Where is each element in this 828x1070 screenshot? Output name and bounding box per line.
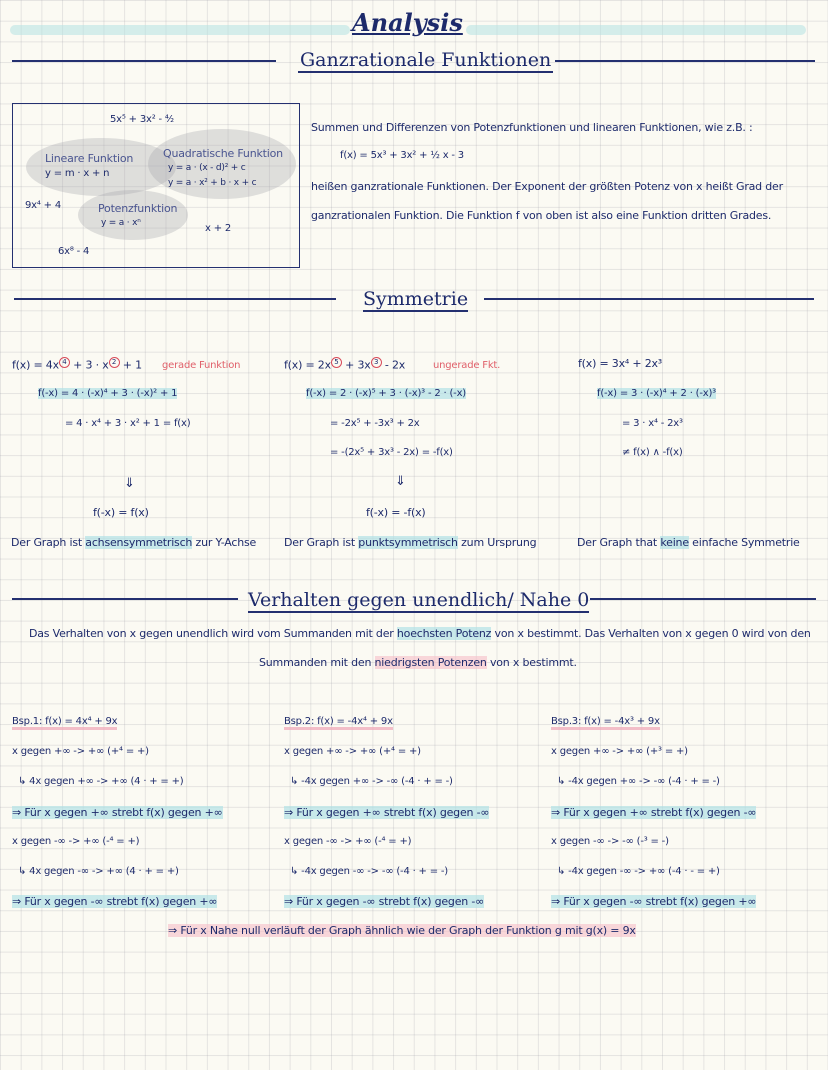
ex3-row2: ↳ -4x gegen +∞ -> -∞ (-4 · + = -)	[557, 776, 720, 787]
sym2-line2: f(-x) = 2 · (-x)⁵ + 3 · (-x)³ - 2 · (-x)	[306, 388, 466, 399]
ex1-row4: x gegen -∞ -> +∞ (-⁴ = +)	[12, 836, 140, 847]
sym3-line2: f(-x) = 3 · (-x)⁴ + 2 · (-x)³	[597, 388, 716, 399]
ex1-title: Bsp.1: f(x) = 4x⁴ + 9x	[12, 716, 117, 727]
quadratic-label: Quadratische Funktion	[163, 147, 283, 160]
divider-verhalten-left	[12, 598, 238, 600]
sym3-conclusion: Der Graph that keine einfache Symmetrie	[577, 536, 800, 549]
divider-left	[12, 60, 276, 62]
linear-formula: y = m · x + n	[45, 168, 110, 179]
sym1-arrow: ⇓	[124, 476, 135, 491]
divider-symmetrie-right	[484, 298, 814, 300]
ex2-row6: ⇒ Für x gegen -∞ strebt f(x) gegen -∞	[284, 895, 485, 908]
sym1-line1: f(x) = 4x 4 + 3 · x 2 + 1	[12, 358, 142, 372]
ex3-row4: x gegen -∞ -> -∞ (-³ = -)	[551, 836, 669, 847]
ex2-row2: ↳ -4x gegen +∞ -> -∞ (-4 · + = -)	[290, 776, 453, 787]
ex1-row1: x gegen +∞ -> +∞ (+⁴ = +)	[12, 746, 149, 757]
ex1-row3: ⇒ Für x gegen +∞ strebt f(x) gegen +∞	[12, 806, 223, 819]
sym2-line4: = -(2x⁵ + 3x³ - 2x) = -f(x)	[330, 447, 453, 458]
intro-text-3: ganzrationalen Funktion. Die Funktion f von oben ist also eine Funktion dritten Grades.	[311, 209, 772, 222]
final-conclusion: ⇒ Für x Nahe null verläuft der Graph ähnlich wie der Graph der Funktion g mit g(x) = 9x	[168, 924, 636, 937]
section-title-ganzrational: Ganzrationale Funktionen	[300, 49, 552, 71]
intro-formula: f(x) = 5x³ + 3x² + ½ x - 3	[340, 150, 464, 161]
linear-label: Lineare Funktion	[45, 152, 134, 165]
divider-verhalten-right	[590, 598, 816, 600]
ellipse-power	[78, 190, 188, 240]
sym2-conclusion: Der Graph ist punktsymmetrisch zum Ursprung	[284, 536, 537, 549]
sym1-tag: gerade Funktion	[162, 360, 241, 371]
sym3-line1: f(x) = 3x⁴ + 2x³	[578, 357, 663, 370]
section-title-verhalten: Verhalten gegen unendlich/ Nahe 0	[248, 589, 590, 611]
section-title-symmetrie: Symmetrie	[363, 288, 469, 310]
ex3-row5: ↳ -4x gegen -∞ -> +∞ (-4 · - = +)	[557, 866, 720, 877]
power-formula: y = a · xⁿ	[101, 218, 141, 228]
title-highlight	[10, 25, 350, 35]
ex1-row2: ↳ 4x gegen +∞ -> +∞ (4 · + = +)	[18, 776, 184, 787]
sym2-result: f(-x) = -f(x)	[366, 506, 426, 519]
page-title: Analysis	[352, 8, 463, 37]
ex3-row6: ⇒ Für x gegen -∞ strebt f(x) gegen +∞	[551, 895, 757, 908]
expr-bottom: 6x⁸ - 4	[58, 246, 90, 257]
intro-text-2: heißen ganzrationale Funktionen. Der Exponent der größten Potenz von x heißt Grad der	[311, 180, 783, 193]
divider-right	[555, 60, 815, 62]
intro-text-1: Summen und Differenzen von Potenzfunktionen und linearen Funktionen, wie z.B. :	[311, 121, 753, 134]
expr-top: 5x⁵ + 3x² - ⁴⁄₂	[110, 114, 174, 125]
ex3-title: Bsp.3: f(x) = -4x³ + 9x	[551, 716, 660, 727]
sym3-line4: ≠ f(x) ∧ -f(x)	[622, 447, 683, 458]
verhalten-para-1: Das Verhalten von x gegen unendlich wird vom Summanden mit der hoechsten Potenz von x bestimmt. Das Verhalten von x gegen 0 wird von den	[29, 627, 811, 640]
power-label: Potenzfunktion	[98, 202, 178, 215]
quadratic-formula-1: y = a · (x - d)² + c	[168, 163, 246, 173]
sym2-line1: f(x) = 2x 5 + 3x 3 - 2x	[284, 358, 406, 372]
sym2-line3: = -2x⁵ + -3x³ + 2x	[330, 418, 420, 429]
ex2-row5: ↳ -4x gegen -∞ -> -∞ (-4 · + = -)	[290, 866, 448, 877]
ex2-row1: x gegen +∞ -> +∞ (+⁴ = +)	[284, 746, 421, 757]
verhalten-para-2: Summanden mit den niedrigsten Potenzen von x bestimmt.	[259, 656, 577, 669]
ex1-row6: ⇒ Für x gegen -∞ strebt f(x) gegen +∞	[12, 895, 218, 908]
ex1-row5: ↳ 4x gegen -∞ -> +∞ (4 · + = +)	[18, 866, 179, 877]
ex3-row1: x gegen +∞ -> +∞ (+³ = +)	[551, 746, 688, 757]
sym2-tag: ungerade Fkt.	[433, 360, 501, 371]
sym2-arrow: ⇓	[395, 474, 406, 489]
sym1-line3: = 4 · x⁴ + 3 · x² + 1 = f(x)	[65, 418, 191, 429]
ex3-row3: ⇒ Für x gegen +∞ strebt f(x) gegen -∞	[551, 806, 757, 819]
expr-right: x + 2	[205, 223, 232, 234]
ex2-row3: ⇒ Für x gegen +∞ strebt f(x) gegen -∞	[284, 806, 490, 819]
expr-left: 9x⁴ + 4	[25, 200, 61, 211]
quadratic-formula-2: y = a · x² + b · x + c	[168, 178, 257, 188]
sym1-result: f(-x) = f(x)	[93, 506, 149, 519]
ex2-row4: x gegen -∞ -> +∞ (-⁴ = +)	[284, 836, 412, 847]
sym1-conclusion: Der Graph ist achsensymmetrisch zur Y-Achse	[11, 536, 257, 549]
sym1-line2: f(-x) = 4 · (-x)⁴ + 3 · (-x)² + 1	[38, 388, 178, 399]
ex2-title: Bsp.2: f(x) = -4x⁴ + 9x	[284, 716, 393, 727]
title-highlight-right	[466, 25, 806, 35]
sym3-line3: = 3 · x⁴ - 2x³	[622, 418, 683, 429]
divider-symmetrie-left	[14, 298, 336, 300]
